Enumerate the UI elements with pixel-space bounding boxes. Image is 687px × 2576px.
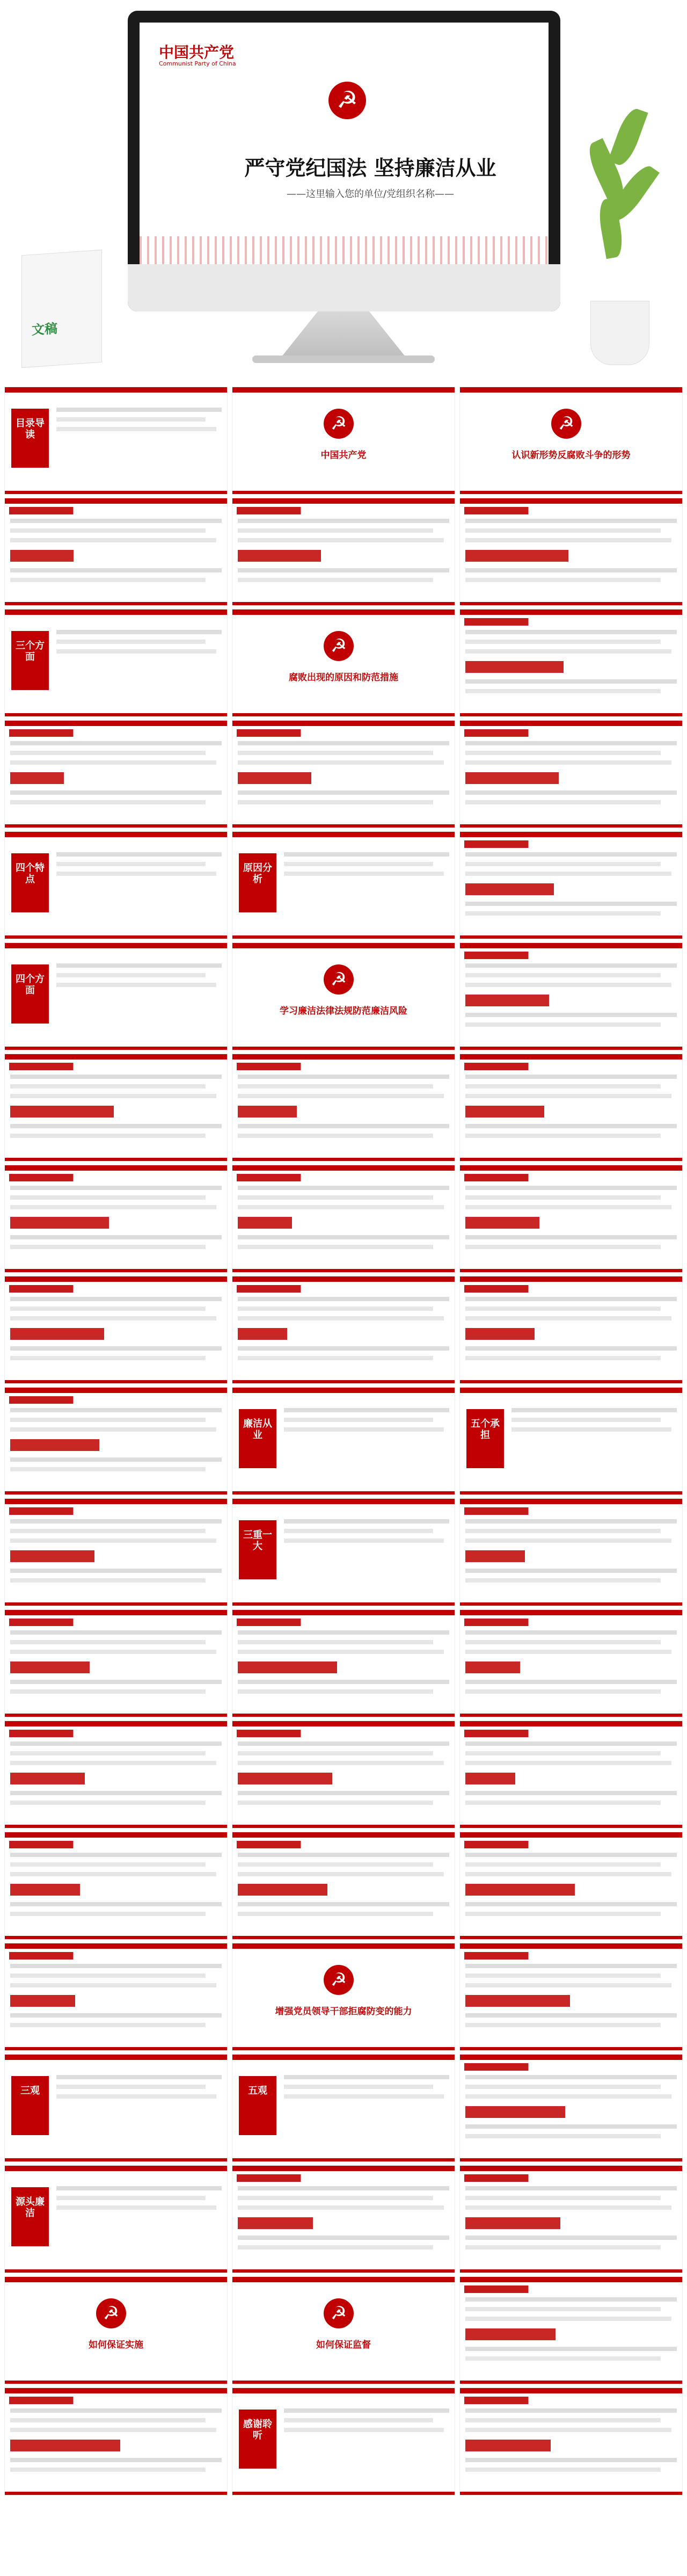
slide-thumbnail (232, 1943, 455, 2051)
slide-row (0, 2054, 687, 2162)
slide-thumbnail (459, 498, 683, 606)
slide-thumbnail-grid (0, 387, 687, 2499)
slide-thumbnail (459, 1832, 683, 1940)
slide-thumbnail (232, 1832, 455, 1940)
slide-section-label: 三观 (20, 2085, 40, 2096)
party-emblem-icon (324, 631, 354, 661)
slide-row (0, 1165, 687, 1273)
slide-thumbnail (4, 942, 228, 1050)
slide-title: 认识新形势反腐败斗争的形势 (511, 450, 631, 461)
slide-thumbnail (4, 720, 228, 828)
slide-thumbnail (459, 387, 683, 495)
brand-english: Communist Party of China (159, 60, 236, 67)
slide-thumbnail (459, 2276, 683, 2384)
slide-section-label: 源头廉洁 (16, 2196, 45, 2219)
slide-thumbnail (459, 831, 683, 939)
slide-thumbnail (4, 2054, 228, 2162)
slide-row (0, 1054, 687, 1162)
slide-row (0, 2276, 687, 2384)
slide-section-label: 感谢聆听 (243, 2419, 272, 2441)
slide-thumbnail (232, 720, 455, 828)
slide-section-label: 四个特点 (16, 862, 45, 885)
party-emblem-icon (324, 1965, 354, 1995)
party-emblem-icon (324, 2298, 354, 2328)
slide-thumbnail (232, 2165, 455, 2273)
slide-section-label: 廉洁从业 (243, 1418, 272, 1441)
slide-thumbnail (232, 609, 455, 717)
hero-mockup (0, 0, 687, 384)
party-emblem-icon (328, 82, 366, 119)
slide-thumbnail (459, 2054, 683, 2162)
slide-thumbnail (4, 1498, 228, 1606)
slide-thumbnail (232, 1165, 455, 1273)
slide-section-label: 三个方面 (16, 640, 45, 663)
calendar-logo: 文稿 (32, 321, 57, 338)
slide-title: 腐败出现的原因和防范措施 (289, 672, 398, 683)
slide-thumbnail (4, 1721, 228, 1828)
slide-thumbnail (459, 1165, 683, 1273)
slide-section-label: 五个承担 (471, 1418, 500, 1441)
slide-thumbnail (232, 2054, 455, 2162)
slide-thumbnail (4, 2388, 228, 2495)
slide-thumbnail (232, 1387, 455, 1495)
slide-thumbnail (459, 1054, 683, 1162)
slide-thumbnail (232, 942, 455, 1050)
slide-thumbnail (232, 2276, 455, 2384)
slide-row (0, 1943, 687, 2051)
slide-thumbnail (459, 1498, 683, 1606)
slide-thumbnail (459, 1276, 683, 1384)
monitor-base (252, 355, 435, 363)
slide-section-label: 三重一大 (243, 1529, 272, 1552)
desk-calendar (21, 250, 102, 368)
slide-thumbnail (4, 1165, 228, 1273)
slide-row (0, 1721, 687, 1828)
potted-plant (580, 107, 660, 365)
slide-row (0, 2388, 687, 2495)
slide-row (0, 498, 687, 606)
slide-thumbnail (459, 1721, 683, 1828)
great-wall-decoration (140, 236, 549, 264)
slide-thumbnail (4, 831, 228, 939)
party-emblem-icon (96, 2298, 126, 2328)
slide-thumbnail (459, 1943, 683, 2051)
slide-section-label: 目录导读 (16, 418, 45, 440)
slide-thumbnail (4, 387, 228, 495)
monitor-stand (279, 311, 408, 360)
slide-title: 中国共产党 (320, 450, 367, 461)
slide-title: 如何保证实施 (89, 2340, 143, 2350)
cover-title: 严守党纪国法 坚持廉洁从业 (244, 156, 496, 180)
slide-thumbnail (4, 1943, 228, 2051)
slide-thumbnail (459, 609, 683, 717)
slide-thumbnail (4, 609, 228, 717)
slide-row (0, 1387, 687, 1495)
monitor (128, 11, 560, 311)
slide-thumbnail (4, 2165, 228, 2273)
monitor-chin (128, 264, 560, 311)
slide-thumbnail (4, 1387, 228, 1495)
cover-slide (140, 23, 549, 264)
slide-section-label: 原因分析 (243, 862, 272, 885)
slide-title: 如何保证监督 (316, 2340, 371, 2350)
slide-thumbnail (4, 498, 228, 606)
slide-thumbnail (4, 1609, 228, 1717)
party-emblem-icon (324, 964, 354, 995)
slide-thumbnail (232, 1721, 455, 1828)
cover-subtitle: ——这里输入您的单位/党组织名称—— (286, 188, 455, 200)
slide-row (0, 1498, 687, 1606)
slide-row (0, 831, 687, 939)
slide-thumbnail (4, 1276, 228, 1384)
slide-row (0, 387, 687, 495)
plant-pot (590, 301, 649, 365)
slide-thumbnail (4, 1054, 228, 1162)
slide-thumbnail (4, 2276, 228, 2384)
slide-thumbnail (232, 1498, 455, 1606)
slide-section-label: 五观 (248, 2085, 267, 2096)
slide-title: 增强党员领导干部拒腐防变的能力 (275, 2006, 412, 2017)
slide-thumbnail (232, 387, 455, 495)
slide-row (0, 1276, 687, 1384)
slide-row (0, 1832, 687, 1940)
slide-row (0, 1609, 687, 1717)
slide-section-label: 四个方面 (16, 974, 45, 996)
slide-title: 学习廉洁法律法规防范廉洁风险 (280, 1006, 407, 1017)
slide-thumbnail (459, 1387, 683, 1495)
slide-row (0, 609, 687, 717)
slide-row (0, 720, 687, 828)
slide-thumbnail (4, 1832, 228, 1940)
party-emblem-icon (551, 409, 581, 439)
slide-thumbnail (459, 720, 683, 828)
slide-row (0, 2165, 687, 2273)
slide-thumbnail (232, 1054, 455, 1162)
slide-thumbnail (232, 498, 455, 606)
slide-thumbnail (459, 2388, 683, 2495)
party-emblem-icon (324, 409, 354, 439)
slide-thumbnail (459, 942, 683, 1050)
slide-thumbnail (232, 2388, 455, 2495)
slide-thumbnail (232, 1276, 455, 1384)
slide-thumbnail (459, 1609, 683, 1717)
brand-name: 中国共产党 (159, 43, 235, 61)
slide-thumbnail (232, 831, 455, 939)
slide-thumbnail (459, 2165, 683, 2273)
slide-thumbnail (232, 1609, 455, 1717)
slide-row (0, 942, 687, 1050)
